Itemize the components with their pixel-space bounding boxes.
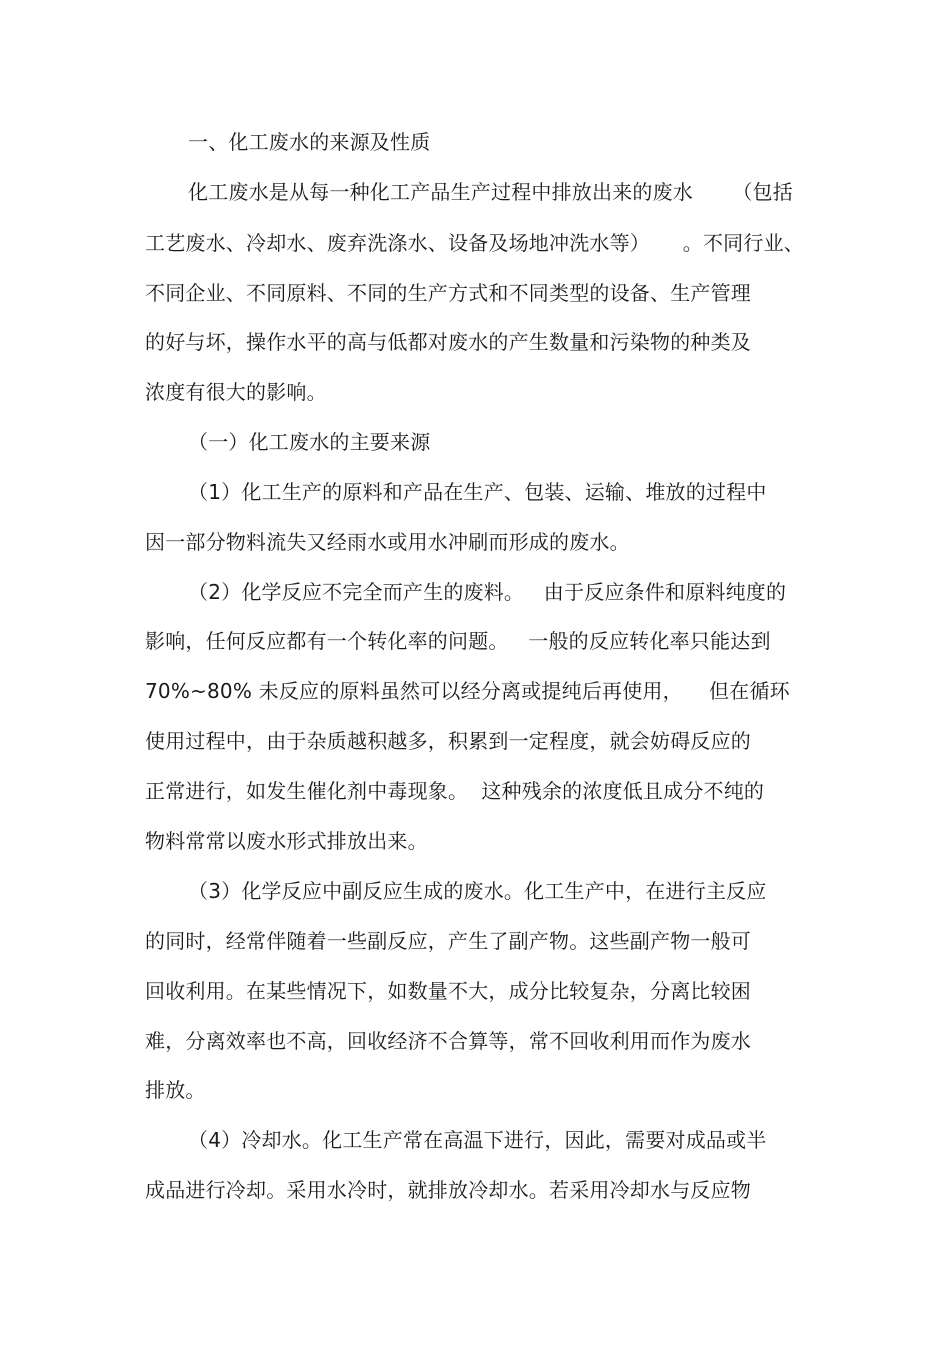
- paragraph-line: 浓度有很大的影响。: [145, 380, 327, 404]
- paragraph-line: 难，分离效率也不高，回收经济不合算等，常不回收利用而作为废水: [145, 1029, 751, 1053]
- paragraph-line: （2）化学反应不完全而产生的废料。 由于反应条件和原料纯度的: [188, 580, 787, 604]
- paragraph-line: 回收利用。在某些情况下，如数量不大，成分比较复杂，分离比较困: [145, 979, 751, 1003]
- paragraph-line: 的好与坏，操作水平的高与低都对废水的产生数量和污染物的种类及: [145, 330, 751, 354]
- section-heading: 一、化工废水的来源及性质: [188, 130, 431, 154]
- paragraph-line: 工艺废水、冷却水、废弃洗涤水、设备及场地冲洗水等） 。不同行业、: [145, 231, 804, 255]
- subsection-heading: （一）化工废水的主要来源: [188, 430, 431, 454]
- paragraph-line: 影响，任何反应都有一个转化率的问题。 一般的反应转化率只能达到: [145, 629, 771, 653]
- paragraph-line: 物料常常以废水形式排放出来。: [145, 829, 428, 853]
- paragraph-line: 的同时，经常伴随着一些副反应，产生了副产物。这些副产物一般可: [145, 929, 751, 953]
- paragraph-line: 正常进行，如发生催化剂中毒现象。 这种残余的浓度低且成分不纯的: [145, 779, 765, 803]
- paragraph-line: 不同企业、不同原料、不同的生产方式和不同类型的设备、生产管理: [145, 281, 751, 305]
- paragraph-line: （3）化学反应中副反应生成的废水。化工生产中，在进行主反应: [188, 879, 767, 903]
- paragraph-line: 成品进行冷却。采用水冷时，就排放冷却水。若采用冷却水与反应物: [145, 1178, 751, 1202]
- paragraph-line: 因一部分物料流失又经雨水或用水冲刷而形成的废水。: [145, 530, 630, 554]
- paragraph-line: 排放。: [145, 1078, 206, 1102]
- paragraph-line: 使用过程中，由于杂质越积越多，积累到一定程度，就会妨碍反应的: [145, 729, 751, 753]
- paragraph-line: （4）冷却水。化工生产常在高温下进行，因此，需要对成品或半: [188, 1128, 767, 1152]
- paragraph-line: 70%~80% 未反应的原料虽然可以经分离或提纯后再使用， 但在循环: [145, 679, 790, 703]
- paragraph-line: （1）化工生产的原料和产品在生产、包装、运输、堆放的过程中: [188, 480, 767, 504]
- paragraph-line: 化工废水是从每一种化工产品生产过程中排放出来的废水 （包括: [188, 180, 793, 204]
